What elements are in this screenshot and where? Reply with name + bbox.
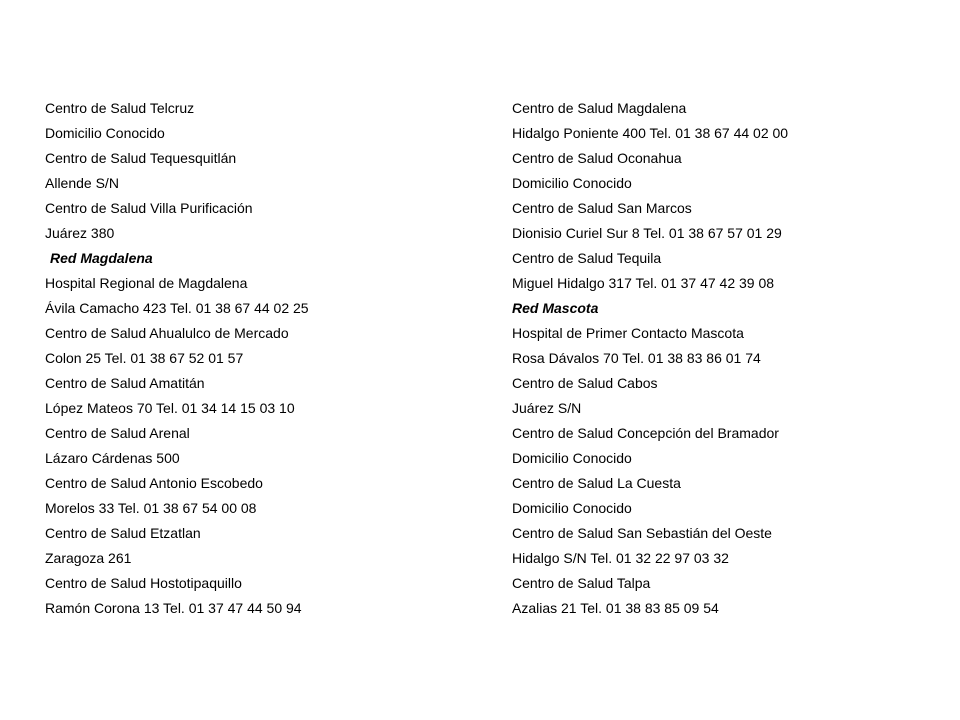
list-item: Centro de Salud Tequila: [512, 250, 662, 266]
list-item: Centro de Salud Arenal: [45, 425, 190, 441]
list-item: Domicilio Conocido: [512, 175, 632, 191]
list-item: Azalias 21 Tel. 01 38 83 85 09 54: [512, 600, 719, 616]
list-item: Miguel Hidalgo 317 Tel. 01 37 47 42 39 08: [512, 275, 775, 291]
list-item: Domicilio Conocido: [45, 125, 165, 141]
list-item: Colon 25 Tel. 01 38 67 52 01 57: [45, 350, 244, 366]
list-item: Centro de Salud Tequesquitlán: [45, 150, 237, 166]
list-item: Centro de Salud San Sebastián del Oeste: [512, 525, 772, 541]
list-item: Centro de Salud Telcruz: [45, 100, 195, 116]
left-column: [45, 96, 485, 621]
list-item: Domicilio Conocido: [512, 500, 632, 516]
list-item: Domicilio Conocido: [512, 450, 632, 466]
list-item: Centro de Salud Magdalena: [512, 100, 687, 116]
list-item: Ramón Corona 13 Tel. 01 37 47 44 50 94: [45, 600, 302, 616]
list-item: Centro de Salud Hostotipaquillo: [45, 575, 242, 591]
list-item: Hospital Regional de Magdalena: [45, 275, 248, 291]
list-item: Centro de Salud Amatitán: [45, 375, 205, 391]
list-item: Hidalgo S/N Tel. 01 32 22 97 03 32: [512, 550, 729, 566]
list-item: Hospital de Primer Contacto Mascota: [512, 325, 744, 341]
list-item: Ávila Camacho 423 Tel. 01 38 67 44 02 25: [45, 300, 309, 316]
list-item: Centro de Salud Etzatlan: [45, 525, 201, 541]
list-item: Centro de Salud San Marcos: [512, 200, 692, 216]
network-heading: Red Mascota: [512, 300, 599, 316]
network-heading: Red Magdalena: [50, 250, 153, 266]
list-item: Juárez 380: [45, 225, 115, 241]
list-item: Morelos 33 Tel. 01 38 67 54 00 08: [45, 500, 257, 516]
right-column: [512, 96, 942, 621]
list-item: Centro de Salud Talpa: [512, 575, 651, 591]
list-item: Centro de Salud Concepción del Bramador: [512, 425, 779, 441]
list-item: Allende S/N: [45, 175, 119, 191]
list-item: Zaragoza 261: [45, 550, 132, 566]
list-item: Centro de Salud Ahualulco de Mercado: [45, 325, 289, 341]
list-item: Centro de Salud Cabos: [512, 375, 658, 391]
list-item: Dionisio Curiel Sur 8 Tel. 01 38 67 57 01 29: [512, 225, 782, 241]
list-item: Rosa Dávalos 70 Tel. 01 38 83 86 01 74: [512, 350, 761, 366]
list-item: Centro de Salud La Cuesta: [512, 475, 681, 491]
list-item: Juárez S/N: [512, 400, 582, 416]
list-item: Lázaro Cárdenas 500: [45, 450, 180, 466]
list-item: Centro de Salud Antonio Escobedo: [45, 475, 263, 491]
list-item: Centro de Salud Villa Purificación: [45, 200, 253, 216]
list-item: López Mateos 70 Tel. 01 34 14 15 03 10: [45, 400, 295, 416]
list-item: Centro de Salud Oconahua: [512, 150, 682, 166]
list-item: Hidalgo Poniente 400 Tel. 01 38 67 44 02 00: [512, 125, 789, 141]
